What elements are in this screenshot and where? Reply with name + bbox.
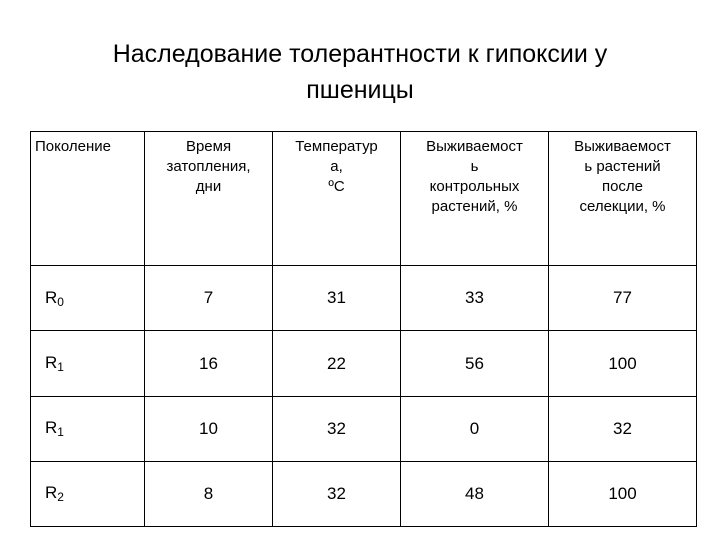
flood-days-cell: 7 (145, 266, 273, 331)
generation-index: 1 (57, 425, 64, 440)
table-row (31, 266, 697, 331)
generation-index: 0 (57, 294, 64, 309)
generation-letter: R (45, 418, 58, 438)
selected-survival-cell: 32 (549, 396, 697, 461)
flood-days-cell: 16 (145, 331, 273, 396)
control-survival-cell: 33 (401, 266, 549, 331)
control-survival-cell: 56 (401, 331, 549, 396)
table-row (31, 396, 697, 461)
header-selected-survival: Выживаемост ь растений после селекции, % (549, 132, 697, 266)
generation-index: 2 (57, 490, 64, 505)
temperature-cell: 32 (273, 396, 401, 461)
temperature-cell: 32 (273, 461, 401, 526)
generation-letter: R (45, 353, 58, 373)
slide-title: Наследование толерантности к гипоксии у пшеницы (112, 40, 608, 104)
table-row (31, 461, 697, 526)
control-survival-cell: 48 (401, 461, 549, 526)
header-control-survival: Выживаемост ь контрольных растений, % (401, 132, 549, 266)
flood-days-cell: 10 (145, 396, 273, 461)
table-header-row (31, 132, 697, 266)
temperature-cell: 31 (273, 266, 401, 331)
header-generation: Поколение (31, 132, 145, 266)
generation-index: 1 (57, 360, 64, 375)
data-table (30, 131, 697, 527)
generation-letter: R (45, 287, 58, 307)
selected-survival-cell: 100 (549, 461, 697, 526)
generation-cell (31, 266, 145, 331)
generation-letter: R (45, 483, 58, 503)
header-flood-days: Время затопления, дни (145, 132, 273, 266)
flood-days-cell: 8 (145, 461, 273, 526)
selected-survival-cell: 77 (549, 266, 697, 331)
generation-cell (31, 396, 145, 461)
temperature-cell: 22 (273, 331, 401, 396)
generation-cell (31, 331, 145, 396)
generation-cell (31, 461, 145, 526)
table-row (31, 331, 697, 396)
header-temperature: Температур а, ºС (273, 132, 401, 266)
control-survival-cell: 0 (401, 396, 549, 461)
selected-survival-cell: 100 (549, 331, 697, 396)
